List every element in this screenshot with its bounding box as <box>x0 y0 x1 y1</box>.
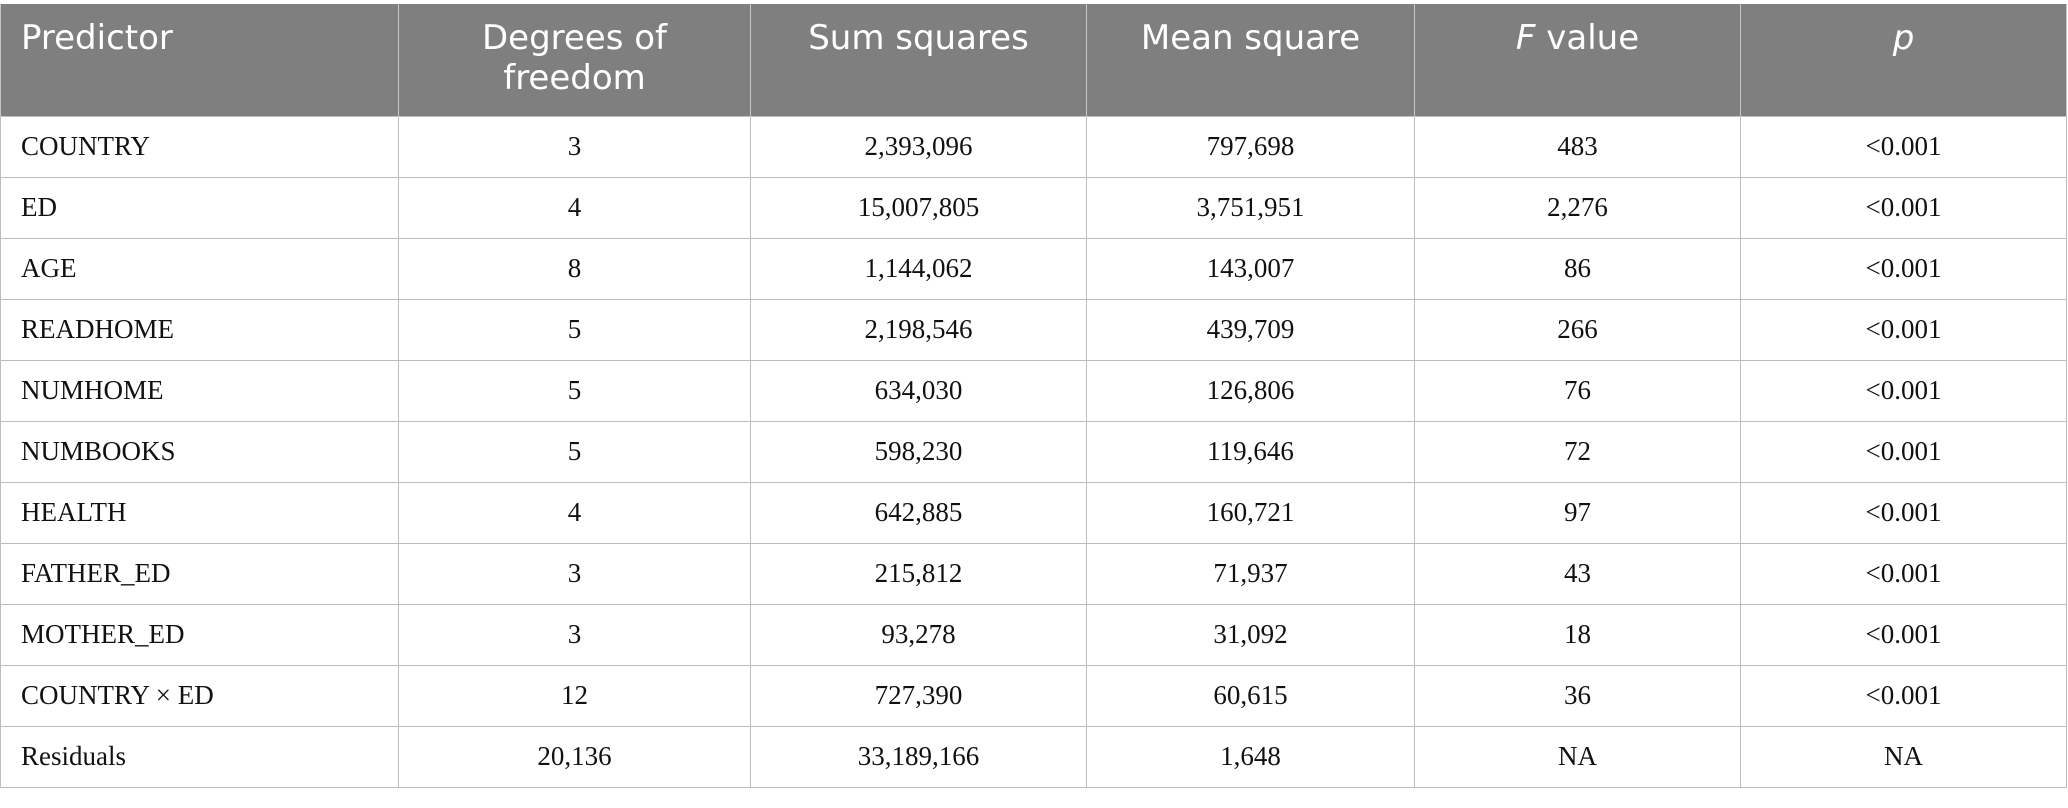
mean-square-cell: 31,092 <box>1087 604 1415 665</box>
p-value-cell: <0.001 <box>1741 665 2067 726</box>
f-value-cell: 43 <box>1415 543 1741 604</box>
p-value-cell: <0.001 <box>1741 116 2067 177</box>
table-header <box>1 4 2067 116</box>
table-row <box>1 177 2067 238</box>
header-predictor: Predictor <box>1 4 399 116</box>
sum-squares-cell: 15,007,805 <box>751 177 1087 238</box>
df-cell: 5 <box>399 421 751 482</box>
predictor-cell: HEALTH <box>1 482 399 543</box>
header-p <box>1741 4 2067 116</box>
predictor-cell: FATHER_ED <box>1 543 399 604</box>
sum-squares-cell: 33,189,166 <box>751 726 1087 787</box>
predictor-cell: COUNTRY × ED <box>1 665 399 726</box>
predictor-cell: AGE <box>1 238 399 299</box>
sum-squares-cell: 598,230 <box>751 421 1087 482</box>
f-value-cell: 18 <box>1415 604 1741 665</box>
p-value-cell: <0.001 <box>1741 543 2067 604</box>
p-value-cell: <0.001 <box>1741 238 2067 299</box>
table-row <box>1 116 2067 177</box>
p-value-cell: <0.001 <box>1741 299 2067 360</box>
predictor-cell: NUMBOOKS <box>1 421 399 482</box>
table-row <box>1 299 2067 360</box>
table-row <box>1 360 2067 421</box>
mean-square-cell: 126,806 <box>1087 360 1415 421</box>
mean-square-cell: 1,648 <box>1087 726 1415 787</box>
p-value-cell: NA <box>1741 726 2067 787</box>
df-cell: 5 <box>399 299 751 360</box>
f-value-cell: 76 <box>1415 360 1741 421</box>
df-cell: 4 <box>399 177 751 238</box>
p-value-cell: <0.001 <box>1741 421 2067 482</box>
sum-squares-cell: 642,885 <box>751 482 1087 543</box>
predictor-cell: MOTHER_ED <box>1 604 399 665</box>
header-row <box>1 4 2067 116</box>
header-f-italic: F <box>1515 18 1536 58</box>
mean-square-cell: 143,007 <box>1087 238 1415 299</box>
mean-square-cell: 71,937 <box>1087 543 1415 604</box>
header-degrees-of-freedom: Degrees of freedom <box>399 4 751 116</box>
f-value-cell: NA <box>1415 726 1741 787</box>
df-cell: 12 <box>399 665 751 726</box>
table-row <box>1 665 2067 726</box>
df-cell: 20,136 <box>399 726 751 787</box>
header-sum-squares: Sum squares <box>751 4 1087 116</box>
table-body <box>1 116 2067 787</box>
table-row <box>1 604 2067 665</box>
sum-squares-cell: 2,393,096 <box>751 116 1087 177</box>
predictor-cell: Residuals <box>1 726 399 787</box>
df-cell: 3 <box>399 604 751 665</box>
table-row <box>1 421 2067 482</box>
mean-square-cell: 60,615 <box>1087 665 1415 726</box>
table-row <box>1 482 2067 543</box>
p-value-cell: <0.001 <box>1741 604 2067 665</box>
p-value-cell: <0.001 <box>1741 360 2067 421</box>
table-row <box>1 543 2067 604</box>
df-cell: 5 <box>399 360 751 421</box>
sum-squares-cell: 2,198,546 <box>751 299 1087 360</box>
mean-square-cell: 797,698 <box>1087 116 1415 177</box>
sum-squares-cell: 1,144,062 <box>751 238 1087 299</box>
f-value-cell: 2,276 <box>1415 177 1741 238</box>
f-value-cell: 36 <box>1415 665 1741 726</box>
df-cell: 4 <box>399 482 751 543</box>
sum-squares-cell: 634,030 <box>751 360 1087 421</box>
df-cell: 3 <box>399 116 751 177</box>
table-row <box>1 238 2067 299</box>
anova-table-container <box>0 4 2066 788</box>
mean-square-cell: 119,646 <box>1087 421 1415 482</box>
predictor-cell: READHOME <box>1 299 399 360</box>
sum-squares-cell: 727,390 <box>751 665 1087 726</box>
header-mean-square: Mean square <box>1087 4 1415 116</box>
anova-table <box>0 4 2067 788</box>
predictor-cell: NUMHOME <box>1 360 399 421</box>
sum-squares-cell: 215,812 <box>751 543 1087 604</box>
df-cell: 3 <box>399 543 751 604</box>
f-value-cell: 72 <box>1415 421 1741 482</box>
header-p-italic: p <box>1892 18 1915 58</box>
f-value-cell: 266 <box>1415 299 1741 360</box>
header-f-rest: value <box>1535 18 1640 58</box>
f-value-cell: 86 <box>1415 238 1741 299</box>
mean-square-cell: 3,751,951 <box>1087 177 1415 238</box>
sum-squares-cell: 93,278 <box>751 604 1087 665</box>
p-value-cell: <0.001 <box>1741 177 2067 238</box>
f-value-cell: 483 <box>1415 116 1741 177</box>
mean-square-cell: 439,709 <box>1087 299 1415 360</box>
p-value-cell: <0.001 <box>1741 482 2067 543</box>
table-row <box>1 726 2067 787</box>
predictor-cell: ED <box>1 177 399 238</box>
mean-square-cell: 160,721 <box>1087 482 1415 543</box>
f-value-cell: 97 <box>1415 482 1741 543</box>
predictor-cell: COUNTRY <box>1 116 399 177</box>
df-cell: 8 <box>399 238 751 299</box>
header-f-value <box>1415 4 1741 116</box>
